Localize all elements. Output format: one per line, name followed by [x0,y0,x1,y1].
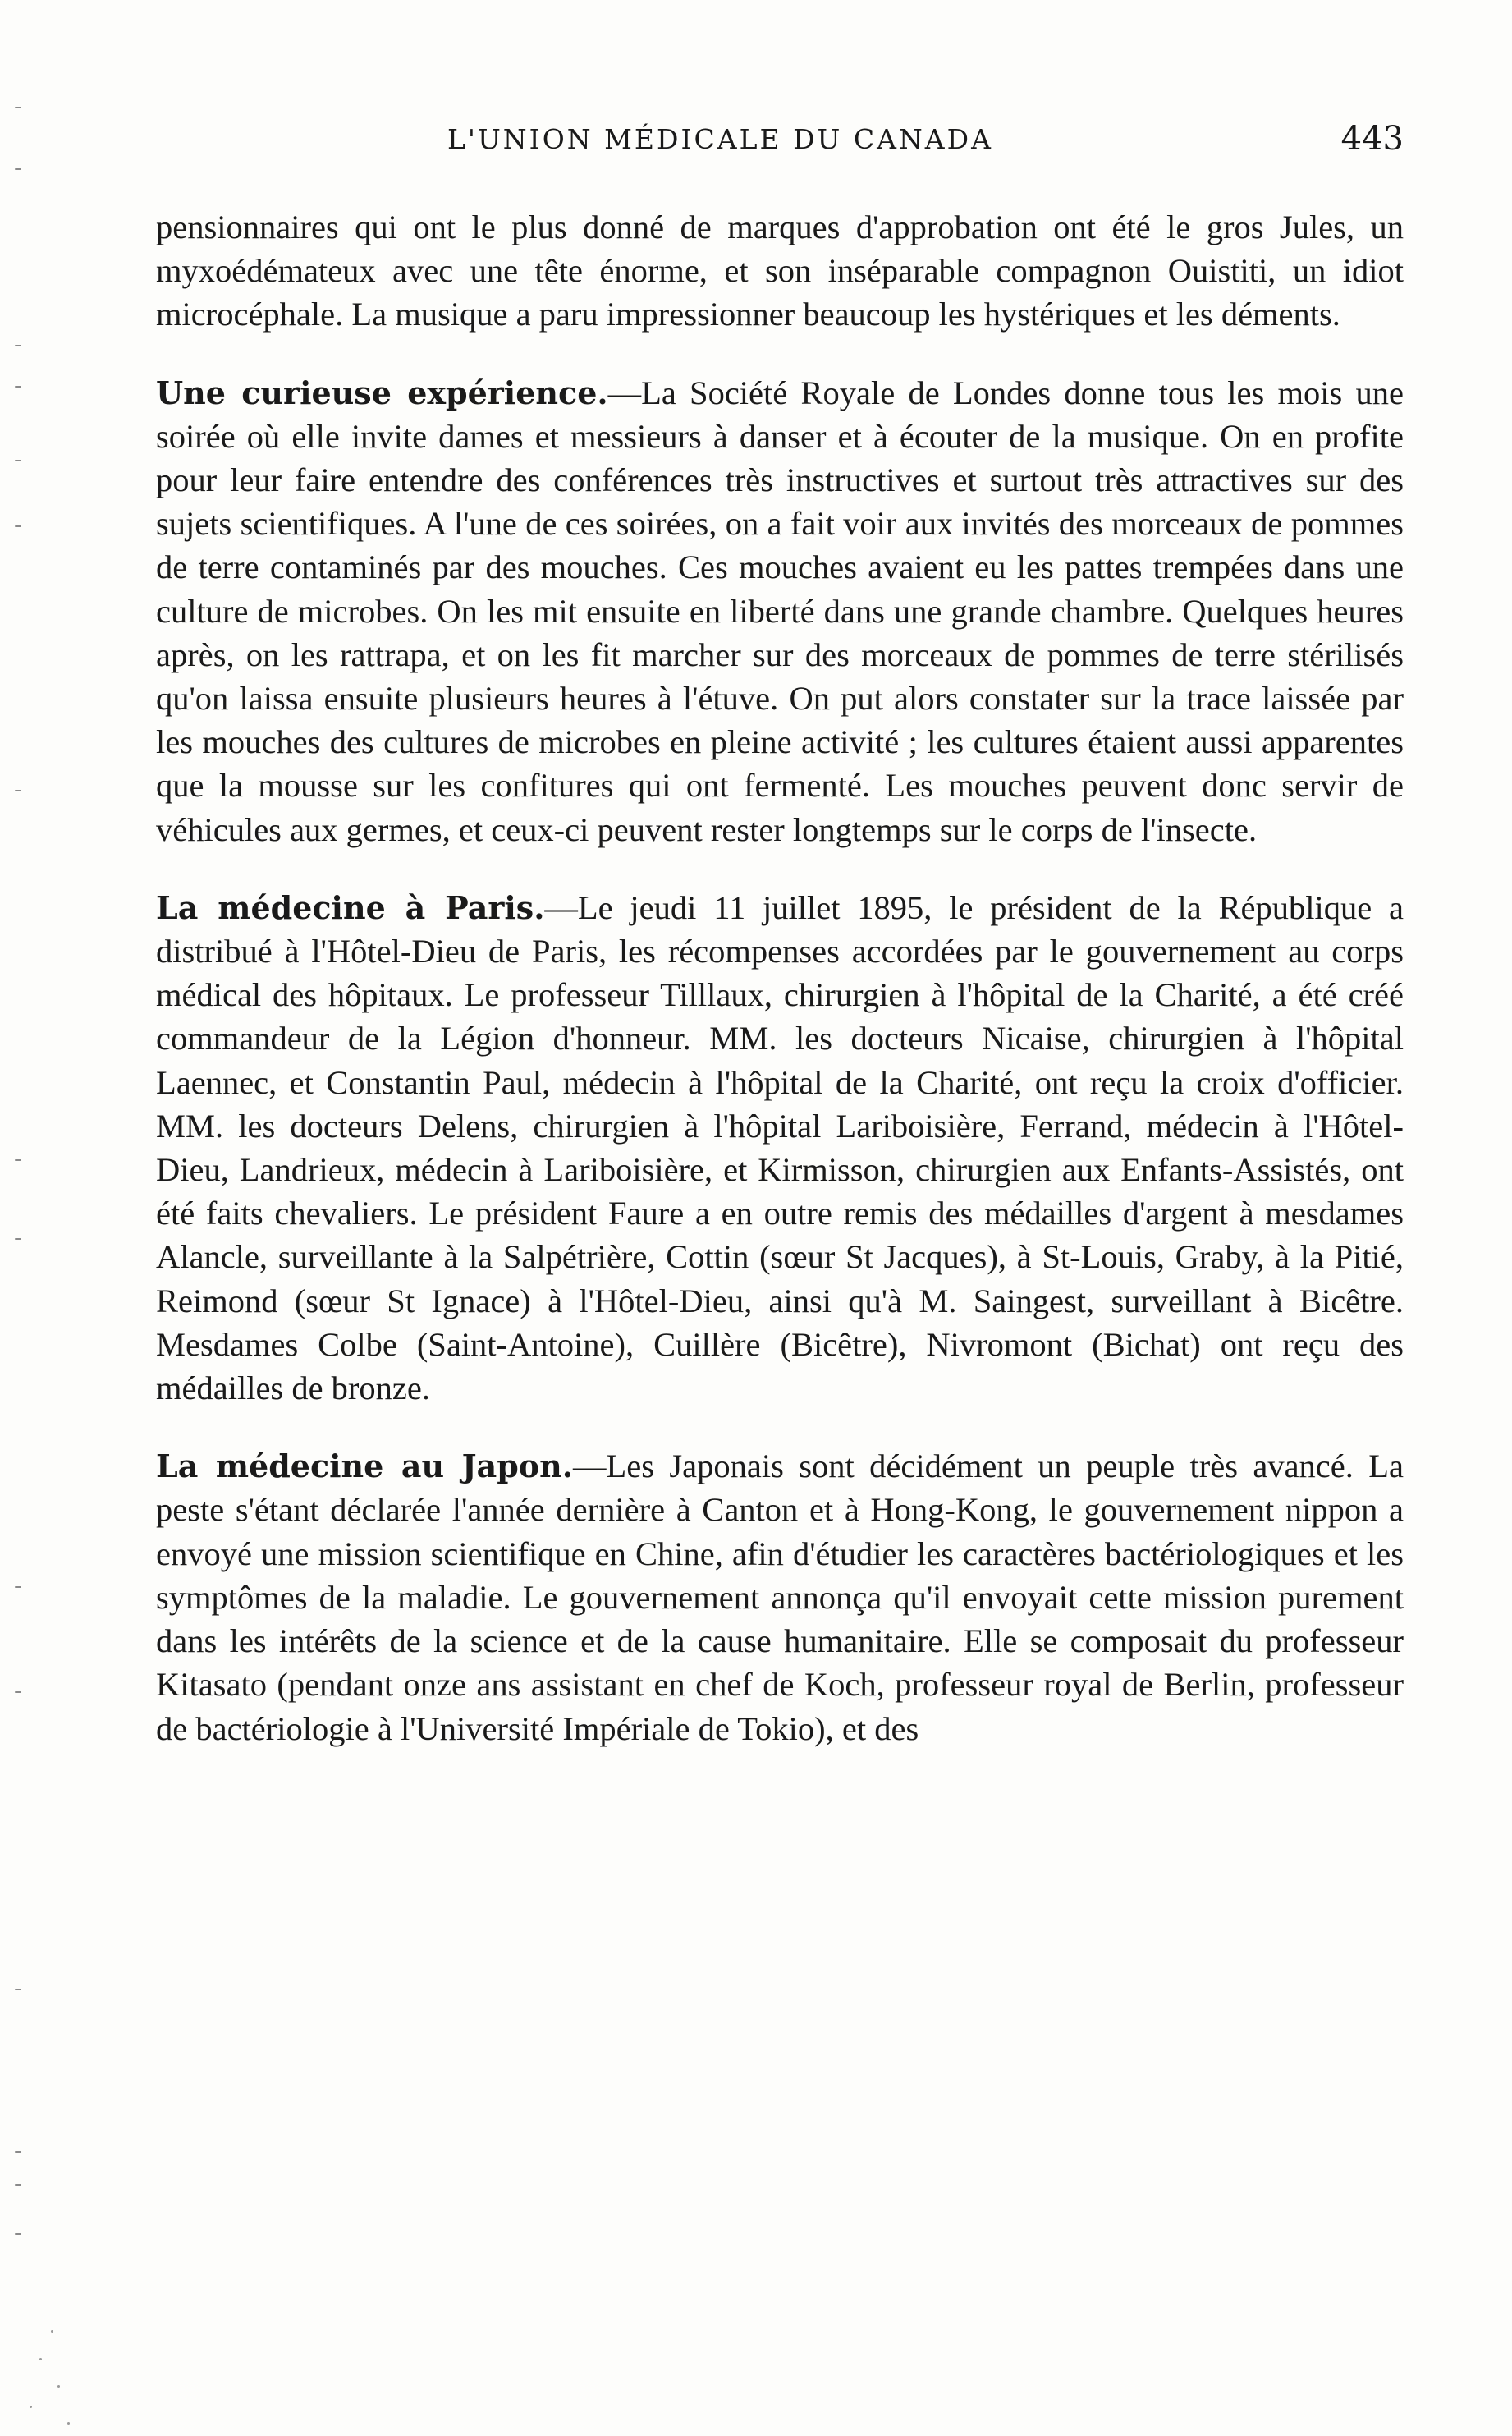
scan-mark [15,1586,21,1588]
page-number: 443 [1340,120,1404,158]
paragraph-continuation [156,205,1404,337]
em-dash: — [573,1447,607,1485]
em-dash: — [544,888,578,926]
scan-mark [15,1238,21,1240]
scan-speck [30,2406,32,2408]
section-heading: La médecine à Paris. [156,888,545,926]
running-head [156,120,1404,164]
scan-mark [15,107,21,108]
scan-mark [15,790,21,791]
scan-speck [51,2330,53,2333]
scan-mark [15,345,21,346]
paragraph-medicine-paris [156,886,1404,1410]
scan-mark [15,1159,21,1161]
paragraph-medicine-japan [156,1444,1404,1750]
scan-mark [15,2233,21,2235]
scan-mark [15,1989,21,1990]
paragraph-text: Le jeudi 11 juillet 1895, le président de la République a distribué à l'Hôtel-Dieu de Paris, les récompenses accordées par le gouvernement au corps médical des hôpitaux. Le professeur Tilllaux, chirurgien à l'hôpital de la Charité, a été créé commandeur de la Légion d'honneur. MM. les docteurs Nicaise, chirurgien à l'hôpital Laennec, et Constantin Paul, médecin à l'hôpital de la Charité, ont reçu la croix d'officier. MM. les docteurs Delens, chirurgien à l'hôpital Lariboisière, Ferrand, médecin à l'Hôtel-Dieu, Landrieux, médecin à Lariboisière, et Kirmisson, chirurgien aux Enfants-Assistés, ont été faits chevaliers. Le président Faure a en outre remis des médailles d'argent à mesdames Alancle, surveillante à la Salpétrière, Cottin (sœur St Jacques), à St-Louis, Graby, à la Pitié, Reimond (sœur St Ignace) à l'Hôtel-Dieu, ainsi qu'à M. Saingest, surveillant à Bicêtre. Mesdames Colbe (Saint-Antoine), Cuillère (Bicêtre), Nivromont (Bichat) ont reçu des médailles de bronze. [156,888,1404,1407]
scan-mark [15,2151,21,2153]
scan-mark [15,1691,21,1693]
paragraph-text: La Société Royale de Londes donne tous les mois une soirée où elle invite dames et messieurs à danser et à écouter de la musique. On en profite pour leur faire entendre des conférences très instructives et surtout très attractives sur des sujets scientifiques. A l'une de ces soirées, on a fait voir aux invités des morceaux de pommes de terre contaminés par des mouches. Ces mouches avaient eu les pattes trempées dans une culture de microbes. On les mit ensuite en liberté dans une grande chambre. Quelques heures après, on les rattrapa, et on les fit marcher sur des morceaux de pommes de terre stérilisés qu'on laissa ensuite plusieurs heures à l'étuve. On put alors constater sur la trace laissée par les mouches des cultures de microbes en pleine activité ; les cultures étaient aussi apparentes que la mousse sur les confitures qui ont fermenté. Les mouches peuvent donc servir de véhicules aux germes, et ceux-ci peuvent rester longtemps sur le corps de l'insecte. [156,374,1404,848]
section-heading: La médecine au Japon. [156,1447,573,1485]
scan-mark [15,168,21,170]
scan-mark [15,2184,21,2186]
scan-speck [57,2385,60,2388]
paragraph-curious-experiment [156,371,1404,851]
scan-mark [15,525,21,527]
article-body [156,205,1404,1750]
paragraph-text: Les Japonais sont décidément un peuple très avancé. La peste s'étant déclarée l'année dernière à Canton et à Hong-Kong, le gouvernement nippon a envoyé une mission scientifique en Chine, afin d'étudier les caractères bactériologiques et les symptômes de la maladie. Le gouvernement annonça qu'il envoyait cette mission purement dans les intérêts de la science et de la cause humanitaire. Elle se composait du professeur Kitasato (pendant onze ans assistant en chef de Koch, professeur royal de Berlin, professeur de bactériologie à l'Université Impériale de Tokio), et des [156,1447,1404,1747]
scan-mark [15,460,21,461]
scan-mark [15,386,21,388]
em-dash: — [607,374,642,411]
section-heading: Une curieuse expérience. [156,374,608,411]
paragraph-text: pensionnaires qui ont le plus donné de marques d'approbation ont été le gros Jules, un myxoédémateux avec une tête énorme, et son inséparable compagnon Ouistiti, un idiot microcéphale. La musique a paru impressionner beaucoup les hystériques et les déments. [156,209,1404,333]
journal-title: L'UNION MÉDICALE DU CANADA [447,123,993,155]
scan-speck [67,2422,70,2425]
scan-speck [39,2358,42,2360]
